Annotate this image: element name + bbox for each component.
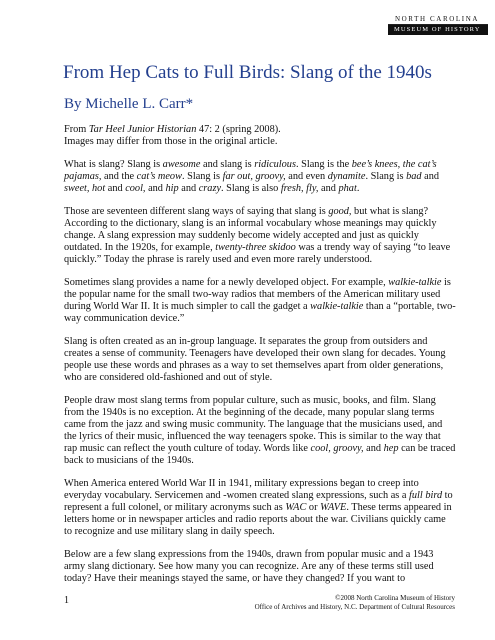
paragraph-expressions-intro: Below are a few slang expressions from the 1940s, drawn from popular music and a 1943 army slang dictionary. See how many you can recognize. Are any of these terms still used today? Have their meanings stayed the same, or have they changed? If you want to bbox=[64, 549, 434, 584]
logo-line-museum-of-history: MUSEUM OF HISTORY bbox=[388, 25, 488, 35]
museum-logo bbox=[388, 15, 488, 35]
article-body bbox=[64, 124, 456, 596]
journal-title: Tar Heel Junior Historian bbox=[88, 124, 197, 135]
citation: From Tar Heel Junior Historian 47: 2 (spring 2008). Images may differ from those in the original article. bbox=[64, 124, 281, 147]
page-number: 1 bbox=[64, 595, 69, 606]
paragraph-definition: Those are seventeen different slang ways of saying that slang is good, but what is slang? According to the dictionary, slang is an informal vocabulary whose meanings may quickly change. A slang expression may suddenly become widely accepted and just as quickly outdated. In the 1920s, for example, twenty-three skidoo was a trendy way of saying “to leave quickly.” Today the phrase is rarely used and even more rarely understood. bbox=[64, 206, 451, 265]
footer-copyright: ©2008 North Carolina Museum of History bbox=[335, 594, 455, 602]
paragraph-world-war-ii: When America entered World War II in 1941, military expressions began to creep into everyday vocabulary. Servicemen and -women created slang expressions, such as a full bird to represent a full colonel, or military acronyms such as WAC or WAVE. These terms appeared in letters home or in newspaper articles and radio reports about the war. Civilians quickly came to recognize and use military slang in daily speech. bbox=[64, 478, 453, 537]
paragraph-new-objects: Sometimes slang provides a name for a newly developed object. For example, walkie-talkie is the popular name for the small two-way radios that members of the American military used during World War II. It is much simpler to call the gadget a walkie-talkie than a “portable, two-way communication device.” bbox=[64, 277, 456, 324]
image-note: Images may differ from those in the original article. bbox=[64, 136, 278, 147]
article-title: From Hep Cats to Full Birds: Slang of the 1940s bbox=[63, 62, 432, 83]
paragraph-what-is-slang: What is slang? Slang is awesome and slang is ridiculous. Slang is the bee’s knees, the cat’s pajamas, and the cat’s meow. Slang is far out, groovy, and even dynamite. Slang is bad and sweet, hot and cool, and hip and crazy. Slang is also fresh, fly, and phat. bbox=[64, 159, 440, 194]
footer-office: Office of Archives and History, N.C. Department of Cultural Resources bbox=[254, 603, 455, 611]
footer-credits bbox=[255, 594, 455, 612]
author-byline: By Michelle L. Carr* bbox=[64, 96, 194, 112]
logo-line-north-carolina: NORTH CAROLINA bbox=[388, 15, 488, 25]
paragraph-popular-culture: People draw most slang terms from popular culture, such as music, books, and film. Slang from the 1940s is no exception. At the beginning of the decade, many popular slang terms came from the jazz and swing music community. The language that the musicians used, and the lyrics of their music, influenced the way teenagers spoke. This is similar to the way that rap music can reflect the youth culture of today. Words like cool, groovy, and hep can be traced back to musicians of the 1940s. bbox=[64, 395, 456, 466]
paragraph-in-group: Slang is often created as an in-group language. It separates the group from outsiders and creates a sense of community. Teenagers have developed their own slang for decades. Young people use these words and phrases as a way to set themselves apart from older generations, who are considered old-fashioned and out of style. bbox=[64, 336, 446, 383]
